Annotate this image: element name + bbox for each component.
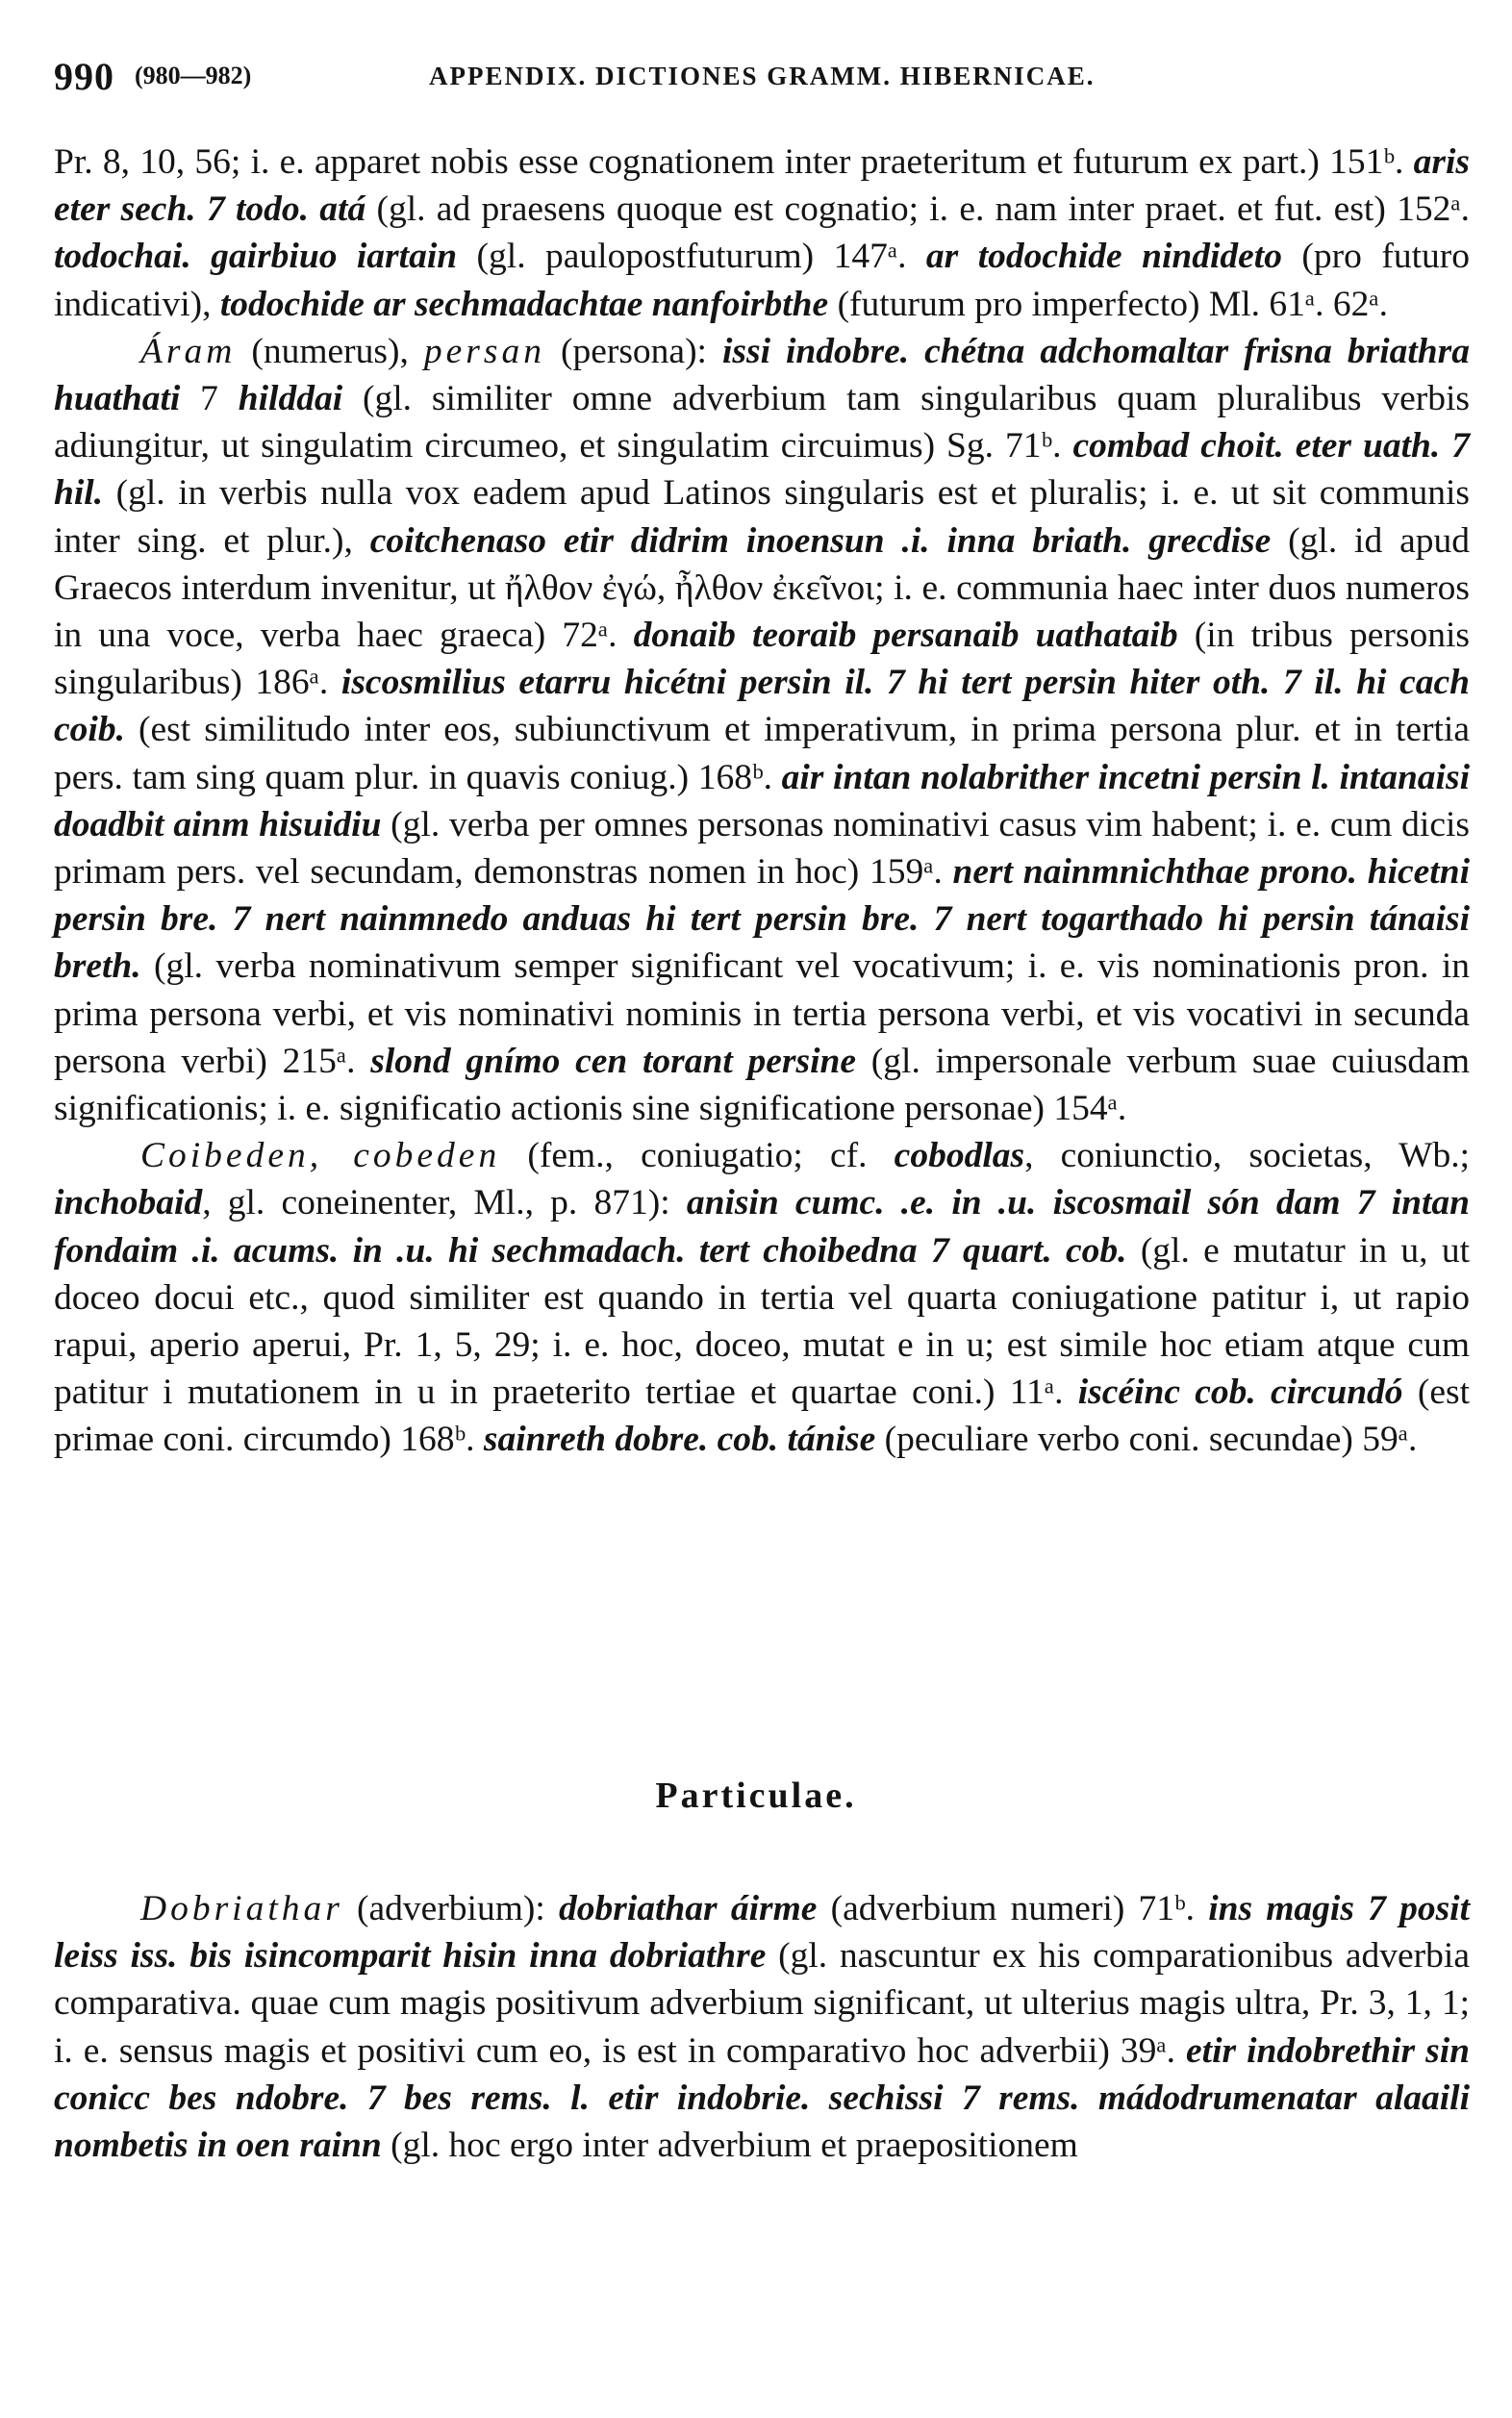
irish-gloss: air intan nolabrither incetni persin l. intanaisi doadbit ainm hisuidiu — [54, 757, 1470, 844]
latin-text: (fem., coniugatio; cf. — [500, 1136, 895, 1176]
latin-text: (adverbium): — [342, 1889, 559, 1928]
page-number: 990 — [54, 55, 114, 98]
irish-gloss: aris eter sech. 7 todo. atá — [54, 142, 1470, 230]
irish-gloss: ar todochide nindideto — [925, 237, 1282, 277]
irish-gloss: donaib teoraib persanaib uathataib — [633, 616, 1178, 656]
irish-gloss: todochide ar sechmadachtae nanfoirbthe — [219, 284, 829, 324]
latin-text: (est primae coni. circumdo) 168ᵇ. — [54, 1373, 1470, 1460]
irish-gloss: combad choit. eter uath. 7 hil. — [54, 426, 1470, 514]
latin-text: , coniunctio, societas, Wb.; — [1024, 1136, 1471, 1176]
latin-text: (gl. in verbis nulla vox eadem apud Latinos singularis est et pluralis; i. e. ut sit communis inter sing. et plur.), — [54, 473, 1470, 561]
irish-gloss: etir indobrethir sin conicc bes ndobre. 7 bes rems. l. etir indobrie. sechissi 7 rems. mádodrumenatar alaaili nombetis in oen rainn — [54, 2030, 1470, 2166]
latin-text: (persona): — [544, 331, 722, 371]
main-text-block — [54, 139, 1470, 1464]
latin-text: (gl. verba per omnes personas nominativi casus vim habent; i. e. cum dicis primam pers. vel secundam, demonstras nomen in hoc) 159ᵃ. — [54, 804, 1470, 893]
latin-text: 7 — [180, 379, 239, 419]
page-range: (980—982) — [135, 62, 252, 89]
lemma: Áram — [140, 331, 237, 371]
latin-text: (gl. verba nominativum semper significant vel vocativum; i. e. vis nominationis pron. in prima persona verbi, et vis nominativi nominis in tertia persona verbi, et vis vocativi in secunda persona verbi) 215ᵃ. — [54, 946, 1470, 1081]
irish-gloss: inchobaid — [54, 1183, 203, 1223]
latin-text: (gl. paulopostfuturum) 147ᵃ. — [457, 237, 926, 277]
paragraph-p3 — [54, 1132, 1470, 1463]
page-header — [54, 54, 1477, 112]
latin-text: (gl. id apud Graecos interdum invenitur, ut ἤλθον ἐγώ, ἦλθον ἐκεῖνοι; i. e. communia haec inter duos numeros in una voce, verba haec graeca) 72ᵃ. — [54, 520, 1470, 656]
lemma: Coibeden, cobeden — [140, 1136, 501, 1176]
latin-text: (gl. e mutatur in u, ut doceo docui etc., quod similiter est quando in tertia vel quarta coniugatione patitur i, ut rapio rapui, aperio aperui, Pr. 1, 5, 29; i. e. hoc, doceo, mutat e in u; est simile hoc etiam atque cum patitur i mutationem in u in praeterito tertiae et quartae coni.) 11ᵃ. — [54, 1230, 1470, 1413]
irish-gloss: anisin cumc. .e. in .u. iscosmail són dam 7 intan fondaim .i. acums. in .u. hi sechmadach. tert choibedna 7 quart. cob. — [54, 1183, 1470, 1271]
paragraph-p4 — [54, 1885, 1470, 2169]
irish-gloss: iscéinc cob. circundó — [1077, 1373, 1403, 1413]
latin-text: (pro futuro indicativi), — [54, 237, 1470, 324]
section-title: Particulae. — [655, 1776, 857, 1816]
irish-gloss: ins magis 7 posit leiss iss. bis isincomparit hisin inna dobriathre — [54, 1889, 1470, 1977]
irish-gloss: sainreth dobre. cob. tánise — [483, 1420, 876, 1460]
latin-text: (numerus), — [236, 331, 424, 371]
irish-gloss: issi indobre. chétna adchomaltar frisna briathra huathati — [54, 331, 1471, 419]
paragraph-p2 — [54, 328, 1470, 1132]
latin-text: (gl. hoc ergo inter adverbium et praepositionem — [381, 2126, 1078, 2166]
lemma: Dobriathar — [140, 1889, 343, 1928]
latin-text: (futurum pro imperfecto) Ml. 61ᵃ. 62ᵃ. — [828, 284, 1389, 324]
latin-text: (in tribus personis singularibus) 186ᵃ. — [54, 616, 1470, 703]
latin-text: (adverbium numeri) 71ᵇ. — [817, 1889, 1209, 1928]
paragraph-p1 — [54, 139, 1470, 328]
latin-text: Pr. 8, 10, 56; i. e. apparet nobis esse cognationem inter praeteritum et futurum ex part.) 151ᵇ. — [54, 142, 1414, 182]
running-title: APPENDIX. DICTIONES GRAMM. HIBERNICAE. — [429, 62, 1096, 90]
latin-text: (gl. similiter omne adverbium tam singularibus quam pluralibus verbis adiungitur, ut singulatim circumeo, et singulatim circuimus) Sg. 71ᵇ. — [54, 379, 1470, 466]
irish-gloss: hilddai — [238, 379, 343, 419]
irish-gloss: nert nainmnichthae prono. hicetni persin bre. 7 nert nainmnedo anduas hi tert persin bre. 7 nert togarthado hi persin tánaisi breth. — [54, 852, 1470, 987]
latin-text: , gl. coneinenter, Ml., p. 871): — [202, 1183, 687, 1223]
latin-text: (gl. ad praesens quoque est cognatio; i. e. nam inter praet. et fut. est) 152ᵃ. — [365, 189, 1470, 230]
latin-text: (peculiare verbo coni. secundae) 59ᵃ. — [875, 1420, 1418, 1460]
particulae-text-block — [54, 1885, 1470, 2169]
irish-gloss: cobodlas — [894, 1136, 1025, 1176]
irish-gloss: todochai. gairbiuo iartain — [54, 237, 458, 277]
latin-text: (est similitudo inter eos, subiunctivum et imperativum, in prima persona plur. et in tertia pers. tam sing quam plur. in quavis coniug.) 168ᵇ. — [54, 710, 1470, 797]
latin-text: (gl. nascuntur ex his comparationibus adverbia comparativa. quae cum magis positivum adverbium significant, ut ulterius magis ultra, Pr. 3, 1, 1; i. e. sensus magis et positivi cum eo, is est in comparativo hoc adverbii) 39ᵃ. — [54, 1936, 1470, 2071]
lemma: persan — [423, 331, 545, 371]
latin-text: (gl. impersonale verbum suae cuiusdam significationis; i. e. significatio actionis sine significatione personae) 154ᵃ. — [54, 1041, 1470, 1129]
irish-gloss: slond gnímo cen torant persine — [370, 1041, 857, 1081]
irish-gloss: iscosmilius etarru hicétni persin il. 7 hi tert persin hiter oth. 7 il. hi cach coib. — [54, 663, 1470, 750]
irish-gloss: dobriathar áirme — [559, 1889, 818, 1928]
irish-gloss: coitchenaso etir didrim inoensun .i. inna briath. grecdise — [369, 520, 1272, 561]
